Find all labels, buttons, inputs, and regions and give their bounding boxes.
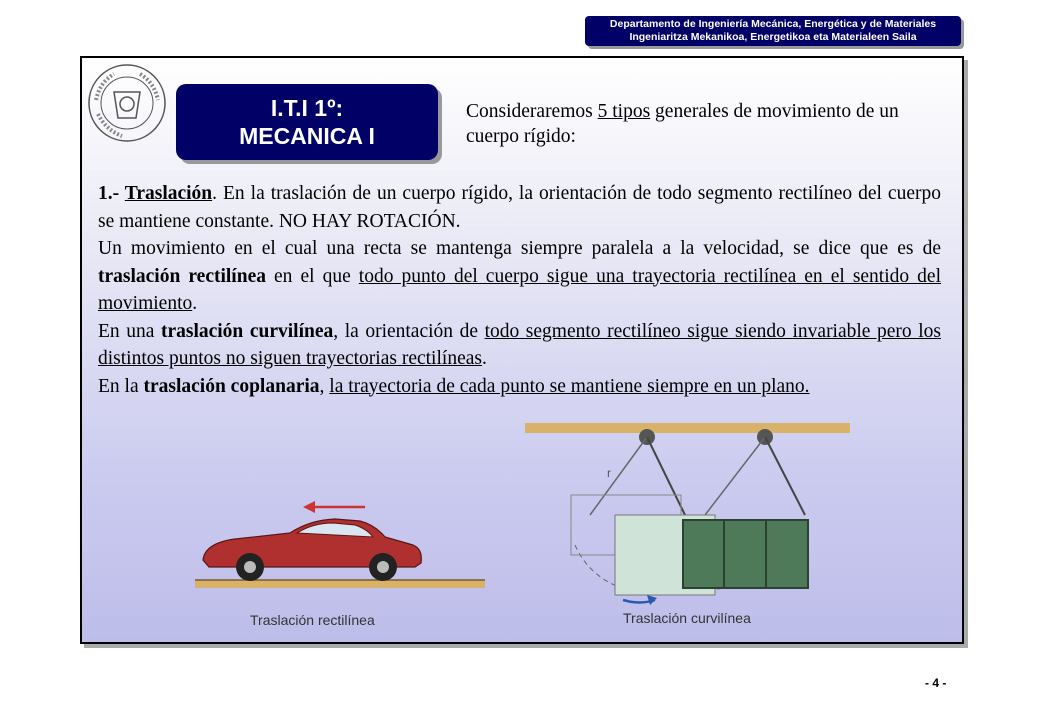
coplanar-paragraph: En la traslación coplanaria, la trayectoria de cada punto se mantiene siempre en un plano. [98,375,810,397]
section-1-paragraph: 1.- Traslación. En la traslación de un cuerpo rígido, la orientación de todo segmento rectilíneo del cuerpo se mantiene constante. NO HAY ROTACIÓN. [98,183,941,232]
section-1-heading: Traslación [124,183,213,204]
curvilinear-paragraph: En una traslación curvilínea, la orientación de todo segmento rectilíneo sigue siendo invariable pero los distintos puntos no siguen trayectorias rectilíneas. [98,320,941,369]
rectilinear-paragraph: Un movimiento en el cual una recta se mantenga siempre paralela a la velocidad, se dice que es de traslación rectilínea en el que todo punto del cuerpo sigue una trayectoria rectilínea en el sentido del movimiento. [98,238,942,314]
course-title-line-1: I.T.I 1º: [270,95,344,121]
car-illustration [195,501,485,628]
label-r: r [607,466,611,480]
department-line-1: Departamento de Ingeniería Mecánica, Energética y de Materiales [609,18,937,30]
motion-arrow-left [303,501,315,513]
course-title-box [176,84,438,160]
translation-illustration [195,415,895,637]
caption-curvilinear: Traslación curvilínea [623,610,751,626]
intro-text: Consideraremos 5 tipos generales de movimiento de un cuerpo rígido: [466,101,899,147]
crate-illustration [525,423,850,626]
university-seal-icon [86,62,168,144]
department-line-2: Ingeniaritza Mekanikoa, Energetikoa eta Materialeen Saila [629,31,917,43]
translation-description [98,180,941,400]
caption-rectilinear: Traslación rectilínea [250,612,375,628]
five-types-highlight: 5 tipos [597,101,651,122]
department-banner [585,16,961,46]
page-number: - 4 - [925,676,947,690]
course-title-line-2: MECANICA I [239,123,375,149]
